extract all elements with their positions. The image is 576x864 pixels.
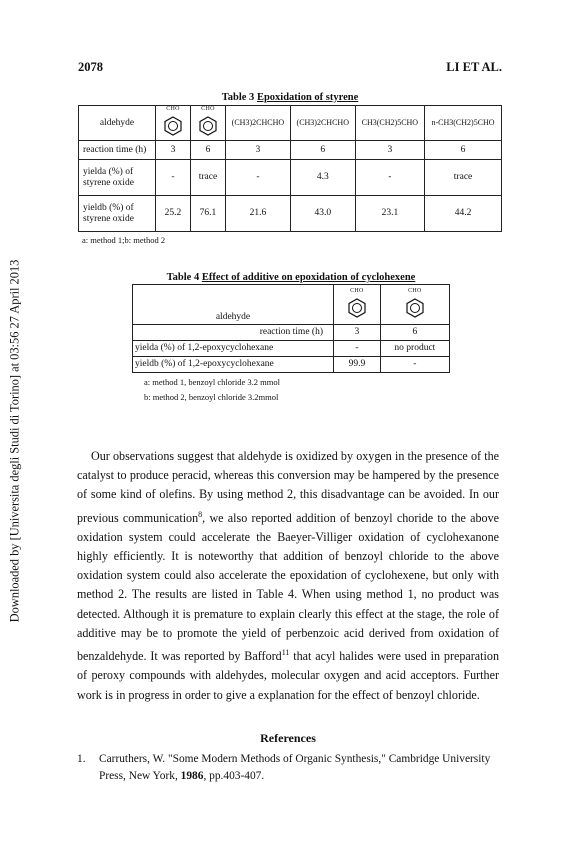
table-row — [79, 160, 502, 196]
table3-cell: 6 — [190, 141, 225, 160]
table3-block — [78, 92, 502, 245]
table-row — [133, 357, 450, 373]
benzaldehyde-structure-icon — [402, 287, 428, 320]
table4-row-label: yielda (%) of 1,2-epoxycyclohexane — [133, 341, 334, 357]
table3-cell: 4.3 — [290, 160, 355, 196]
table4-caption-prefix: Table 4 — [166, 272, 200, 283]
reference-text-b: , pp.403-407. — [203, 770, 265, 782]
table4-benzaldehyde-cell — [380, 285, 449, 325]
table3-aldehyde-col: CH3(CH2)5CHO — [355, 106, 424, 141]
table4-footnote-b: b: method 2, benzoyl chloride 3.2mmol — [144, 392, 279, 402]
benzaldehyde-structure-icon — [160, 108, 186, 138]
benzaldehyde-structure-icon — [195, 108, 221, 138]
reference-number: 1. — [77, 753, 86, 765]
table4-cell: 6 — [380, 325, 449, 341]
table4-cell: 99.9 — [334, 357, 381, 373]
download-notice — [6, 236, 24, 646]
table3-cell: - — [156, 160, 191, 196]
benzaldehyde-structure-icon — [344, 287, 370, 320]
running-head: LI ET AL. — [446, 60, 502, 74]
table3-row-label: yielda (%) of styrene oxide — [79, 160, 156, 196]
table3-caption-prefix: Table 3 — [221, 92, 255, 103]
table3-cell: 3 — [156, 141, 191, 160]
table3-benzaldehyde-cell — [156, 106, 191, 141]
page-number: 2078 — [78, 60, 103, 74]
table3-caption — [78, 92, 502, 103]
table3-cell: - — [355, 160, 424, 196]
body-text-part1: Our observations suggest that aldehyde is oxidized by oxygen in the presence of the catalyst to produce peracid, whereas this conversion may be hampered by the presence of some kind of olefins. By using method 2, this disadvantage can be avoided. In our previous communication — [77, 449, 499, 525]
cho-label: CHO — [166, 106, 180, 112]
table3-aldehyde-label: aldehyde — [79, 106, 156, 141]
table-row — [79, 106, 502, 141]
citation-8: 8 — [198, 509, 203, 519]
table4-caption-title: Effect of additive on epoxidation of cyclohexene — [201, 272, 416, 283]
table3-cell: 76.1 — [190, 196, 225, 232]
table3-cell: 6 — [425, 141, 502, 160]
table4-footnote-a: a: method 1, benzoyl chloride 3.2 mmol — [144, 377, 280, 387]
table4-benzaldehyde-cell — [334, 285, 381, 325]
table3-cell: 25.2 — [156, 196, 191, 232]
table3-cell: 3 — [355, 141, 424, 160]
table3-cell: 44.2 — [425, 196, 502, 232]
reference-text — [99, 751, 507, 785]
references-heading: References — [260, 731, 316, 745]
cho-label: CHO — [201, 106, 215, 112]
table4-block — [132, 272, 450, 402]
table3 — [78, 105, 502, 232]
table-row — [133, 341, 450, 357]
table3-cell: - — [225, 160, 290, 196]
body-text-part3: that acyl halides were used in preparation of peroxy compounds with aldehydes, molecular oxygen and acid acceptors. Further work is in progress in order to give a explanation for the effect of benzoyl chloride. — [77, 649, 499, 702]
table-row — [133, 325, 450, 341]
table3-aldehyde-col: (CH3)2CHCHO — [225, 106, 290, 141]
table3-cell: 3 — [225, 141, 290, 160]
table3-row-label: reaction time (h) — [79, 141, 156, 160]
table4-cell: - — [334, 341, 381, 357]
table4-cell: no product — [380, 341, 449, 357]
table4 — [132, 284, 450, 373]
reference-year: 1986 — [180, 770, 204, 782]
citation-11: 11 — [281, 648, 290, 658]
table-row — [133, 285, 450, 325]
table3-cell: trace — [190, 160, 225, 196]
table-row — [79, 196, 502, 232]
table4-aldehyde-label: aldehyde — [133, 285, 334, 325]
page-header — [78, 60, 502, 75]
table3-aldehyde-col: (CH3)2CHCHO — [290, 106, 355, 141]
table3-footnote: a: method 1;b: method 2 — [82, 235, 166, 245]
table3-cell: 21.6 — [225, 196, 290, 232]
body-text-part2: , we also reported addition of benzoyl choride to the above oxidation system could accelerate the Baeyer-Villiger oxidation of cyclohexanone highly efficiently. It is noteworthy that addition of benzoyl chloride to the above oxidation system could also accelerate the epoxidation of cyclohexene, but only with method 2. The results are listed in Table 4. When using method 1, no product was detected. Although it is premature to explain clearly this effect at the stage, the role of additive may be to promote the yield of perbenzoic acid derived from oxidation of benzaldehyde. It was reported by Bafford — [77, 510, 500, 664]
table4-cell: 3 — [334, 325, 381, 341]
table3-benzaldehyde-cell — [190, 106, 225, 141]
cho-label: CHO — [350, 287, 364, 294]
table-row — [79, 141, 502, 160]
table3-cell: 6 — [290, 141, 355, 160]
reference-item — [77, 751, 507, 785]
table3-caption-title: Epoxidation of styrene — [256, 92, 359, 103]
table3-aldehyde-col: n-CH3(CH2)5CHO — [425, 106, 502, 141]
reference-text-a: Carruthers, W. "Some Modern Methods of Organic Synthesis," Cambridge University Press, New York, — [99, 753, 491, 782]
body-text — [77, 447, 499, 705]
table4-cell: - — [380, 357, 449, 373]
table3-cell: 43.0 — [290, 196, 355, 232]
table4-row-label: reaction time (h) — [133, 325, 334, 341]
body-paragraph — [77, 447, 499, 705]
table3-row-label: yieldb (%) of styrene oxide — [79, 196, 156, 232]
table3-cell: 23.1 — [355, 196, 424, 232]
download-notice-text: Downloaded by [Universita degli Studi di Torino] at 03:56 27 April 2013 — [7, 259, 22, 623]
table4-caption — [132, 272, 450, 283]
table3-cell: trace — [425, 160, 502, 196]
cho-label: CHO — [408, 287, 422, 294]
table4-row-label: yieldb (%) of 1,2-epoxycyclohexane — [133, 357, 334, 373]
